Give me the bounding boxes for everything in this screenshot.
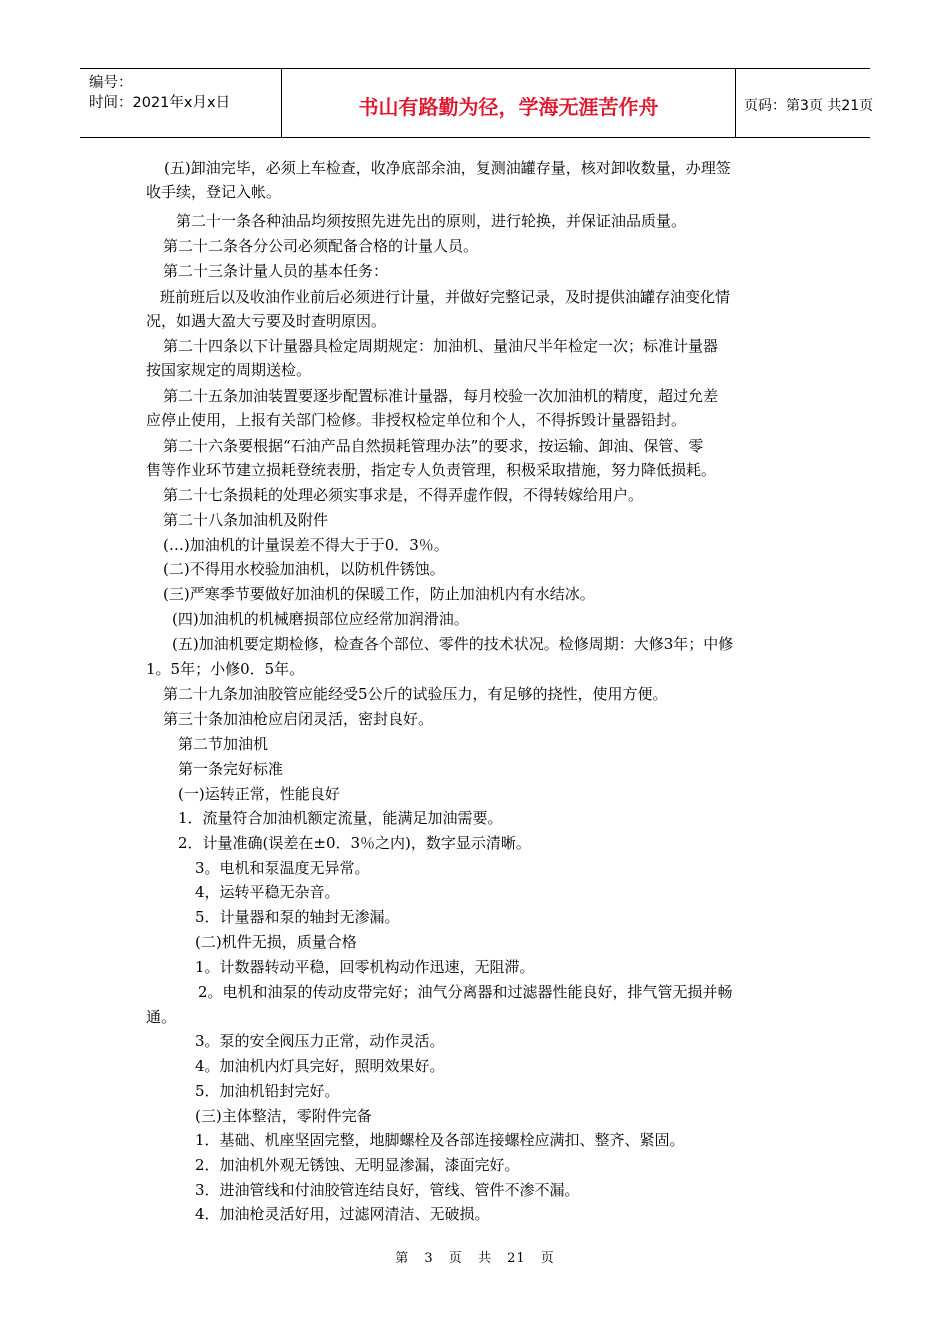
text-line: 按国家规定的周期送检。	[146, 361, 312, 379]
text-line: 第二十四条以下计量器具检定周期规定：加油机、量油尺半年检定一次；标准计量器	[163, 337, 719, 355]
text-line: 1．基础、机座坚固完整，地脚螺栓及各部连接螺栓应满扣、整齐、紧固。	[195, 1131, 685, 1149]
text-line: 2．计量准确(误差在±0．3％之内)，数字显示清晰。	[178, 834, 531, 852]
text-line: (二)不得用水校验加油机，以防机件锈蚀。	[163, 560, 445, 578]
text-line: 5．计量器和泵的轴封无渗漏。	[195, 908, 400, 926]
text-line: 第一条完好标准	[178, 760, 284, 778]
text-line: 第二十二条各分公司必须配备合格的计量人员。	[163, 237, 479, 255]
text-line: 第二十七条损耗的处理必须实事求是，不得弄虚作假，不得转嫁给用户。	[163, 486, 644, 504]
footer-page-current: 3	[424, 1251, 434, 1266]
text-line: 售等作业环节建立损耗登统表册，指定专人负责管理，积极采取措施，努力降低损耗。	[146, 461, 717, 479]
text-line: (三)主体整洁，零附件完备	[195, 1107, 372, 1125]
text-line: 况，如遇大盈大亏要及时查明原因。	[146, 312, 387, 330]
page-header	[80, 68, 874, 138]
text-line: 第二十五条加油装置要逐步配置标准计量器，每月校验一次加油机的精度，超过允差	[163, 387, 719, 405]
text-line: 班前班后以及收油作业前后必须进行计量，并做好完整记录，及时提供油罐存油变化情	[160, 288, 731, 306]
text-line: (四)加油机的机械磨损部位应经常加润滑油。	[172, 610, 469, 628]
text-line: 4．加油枪灵活好用，过滤网清洁、无破损。	[195, 1205, 490, 1223]
text-line: (一)运转正常，性能良好	[178, 785, 340, 803]
text-line: 1。计数器转动平稳，回零机构动作迅速，无阻滞。	[195, 958, 535, 976]
header-motto-cell	[282, 69, 736, 137]
text-line: 收手续，登记入帐。	[146, 183, 282, 201]
text-line: 4，运转平稳无杂音。	[195, 883, 340, 901]
text-line: 第二十三条计量人员的基本任务：	[163, 262, 389, 280]
text-line: 第二十一条各种油品均须按照先进先出的原则，进行轮换，并保证油品质量。	[176, 212, 687, 230]
header-motto: 书山有路勤为径，学海无涯苦作舟	[358, 94, 659, 119]
footer-page-unit: 页	[448, 1251, 463, 1266]
text-line: 5．加油机铅封完好。	[195, 1082, 340, 1100]
text-line: 2．加油机外观无锈蚀、无明显渗漏，漆面完好。	[195, 1156, 520, 1174]
text-line: (二)机件无损，质量合格	[195, 933, 357, 951]
text-line: (五)加油机要定期检修，检查各个部位、零件的技术状况。检修周期：大修3年；中修	[172, 635, 734, 653]
text-line: (…)加油机的计量误差不得大于于0．3％。	[163, 536, 449, 554]
text-line: 3．进油管线和付油胶管连结良好，管线、管件不渗不漏。	[195, 1181, 580, 1199]
header-page-cell	[736, 69, 874, 137]
header-page-number: 页码：第3页 共21页	[744, 98, 874, 114]
text-line: 1．流量符合加油机额定流量，能满足加油需要。	[178, 809, 503, 827]
doc-number: 编号：	[89, 75, 133, 91]
text-line: 通。	[146, 1008, 177, 1026]
page-footer	[0, 1247, 950, 1266]
text-line: 4。加油机内灯具完好，照明效果好。	[195, 1057, 445, 1075]
text-line: (五)卸油完毕，必须上车检查，收净底部余油，复测油罐存量，核对卸收数量，办理签	[164, 159, 731, 177]
footer-page-total: 21	[507, 1251, 526, 1266]
footer-total-prefix: 共	[477, 1251, 492, 1266]
header-info-cell	[80, 69, 282, 137]
text-line: 3。泵的安全阀压力正常，动作灵活。	[195, 1032, 445, 1050]
text-line: 2。电机和油泵的传动皮带完好；油气分离器和过滤器性能良好，排气管无损并畅	[198, 983, 733, 1001]
text-line: 第二十八条加油机及附件	[163, 511, 329, 529]
text-line: 第二十六条要根据“石油产品自然损耗管理办法”的要求，按运输、卸油、保管、零	[163, 437, 704, 455]
text-line: 第二十九条加油胶管应能经受5公斤的试验压力，有足够的挠性，使用方便。	[163, 685, 668, 703]
text-line: 第三十条加油枪应启闭灵活，密封良好。	[163, 710, 434, 728]
text-line: 1。5年；小修0．5年。	[146, 660, 305, 678]
doc-time: 时间：2021年x月x日	[89, 95, 231, 111]
footer-total-unit: 页	[540, 1251, 555, 1266]
footer-page-prefix: 第	[395, 1251, 410, 1266]
section-heading: 第二节加油机	[178, 735, 269, 753]
text-line: 3。电机和泵温度无异常。	[195, 859, 370, 877]
text-line: 应停止使用，上报有关部门检修。非授权检定单位和个人，不得拆毁计量器铅封。	[146, 411, 687, 429]
text-line: (三)严寒季节要做好加油机的保暖工作，防止加油机内有水结冰。	[163, 585, 595, 603]
